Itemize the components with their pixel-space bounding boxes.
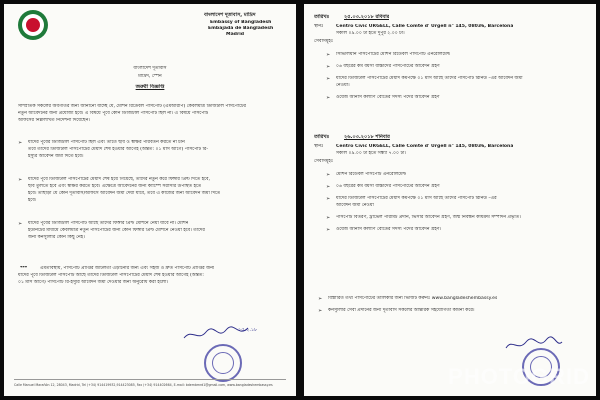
place-label: স্থানঃ	[314, 144, 324, 149]
bullet-arrow-icon: ➢	[326, 215, 331, 221]
service-item: সিভিলিয়ান পাসপোর্টের মেশিন রিডেবল পাসপোর্ট এনরোলমেন্ট	[336, 52, 451, 57]
paragraph-line: যাদের পূর্বে ডিজিটাল পাসপোর্টের মেয়াদ শেষ হয়ে গিয়েছে, তাদের নতুন করে ফিঙ্গার প্রিন্ট দিতে হবে,	[28, 177, 210, 182]
bullet-arrow-icon: ➢	[326, 64, 331, 70]
venue: Centro Civic URGELL, Calle Comte d' Urgell n° 145, 08036, Barcelona	[336, 144, 514, 149]
services-label: সেবাসমূহঃ	[314, 39, 334, 44]
paragraph-line: হবে। তাছাড়া যে কোন দূতাবাস/অফিসে আবেদন জমা দেয়া যাবে, তবে এ কাজের জন্য আবেদন জমা দিতে	[28, 191, 221, 196]
header-english: Embassy of Bangladesh	[210, 20, 272, 25]
intro-line: নতুন আবেদনের জন্য প্রযোজ্য হবে। এ বিষয়ে পূর্বে কোন ডিজিটাল পাসপোর্ট ছিল না। এ বিষয়ে পাসপোর্ট	[18, 111, 209, 116]
date-value: ২৬.০৩.২০১৮ শনিবার	[344, 134, 390, 140]
bullet-arrow-icon: ➢	[326, 52, 331, 58]
address-line-2: মাদ্রিদ, স্পেন	[138, 74, 162, 79]
service-item: পাসপোর্ট বিতরণ, ট্রাভেল পারমিট প্রদান, ভিসার আবেদন গ্রহণ, জন্ম নিবন্ধন কার্যক্রম সম্পাদন প্রভৃতি।	[336, 215, 521, 220]
paragraph-line: ইস্যুর আবেদন জমা দিতে হবে।	[28, 154, 84, 159]
closing-line: যাদের পূর্বে ডিজিটাল পাসপোর্ট আছে তাদের ডিজিটাল পাসপোর্টের মেয়াদ শেষ হওয়ার আগেই (অন্তত:	[18, 273, 204, 278]
footer-divider	[14, 379, 286, 380]
footnote-cooperation: কনস্যুলার সেবা প্রদানের জন্য দূতাবাস সকলের আন্তরিক সহযোগিতা কামনা করে।	[328, 308, 475, 313]
handwritten-date: ২৫.২.১৮	[238, 327, 258, 333]
date-label: তারিখঃ	[314, 134, 330, 140]
service-item: ওয়েজ আর্নার্স কল্যাণ বোর্ডের সদস্য পদের আবেদন গ্রহণ।	[336, 227, 442, 232]
bullet-arrow-icon: ➢	[326, 76, 331, 82]
place-label: স্থানঃ	[314, 24, 324, 29]
embassy-seal-logo	[18, 10, 48, 40]
bullet-arrow-icon: ➢	[18, 177, 23, 183]
bullet-arrow-icon: ➢	[326, 184, 331, 190]
service-item-continued: নেওয়া।	[336, 83, 350, 88]
header-bengali-title: বাংলাদেশ দূতাবাস, মাদ্রিদ	[204, 12, 256, 18]
bullet-arrow-icon: ➢	[18, 221, 23, 227]
date-label: তারিখঃ	[314, 14, 330, 20]
service-item: ০৬ বছরের কম বয়সী বাচ্চাদের পাসপোর্টের আবেদন গ্রহণ	[336, 184, 440, 189]
notice-page-left	[4, 4, 296, 396]
bullet-arrow-icon: ➢	[318, 308, 323, 314]
header-spanish: Embajada de Bangladesh	[208, 26, 274, 31]
closing-marker: ***	[20, 266, 28, 271]
paragraph-line: যাদের পূর্বের ডিজিটাল পাসপোর্ট আছে তাদের ফিঙ্গার প্রিন্ট মেশিনে নেয়া যাবে না। মেশিন	[28, 221, 189, 226]
paragraph-line: ছবি তুলতে হবে এবং স্বাক্ষর করতে হবে। এক্ষেত্রে আবেদনের জন্য ক্যাম্পে সরাসরি উপস্থিত হতে	[28, 184, 202, 189]
bullet-arrow-icon: ➢	[318, 296, 323, 302]
footer-contact: Calle Manuel Marañón 12, 28043, Madrid, Tel (+34) 914419932,914423085, Fax (+34) 914402664, E-mail: bdembmrd1@gmail.com, www.bangladeshembassy.es	[14, 383, 273, 387]
official-stamp	[204, 344, 242, 382]
bullet-arrow-icon: ➢	[326, 95, 331, 101]
closing-line: ০১ মাস আগে) পাসপোর্ট রি-ইস্যুর আবেদন জমা দেওয়ার জন্য অনুরোধ করা হলো।	[18, 280, 169, 285]
session-time: সকাল ০৯.০০ টা হতে সন্ধ্যা ৭.০০ টা।	[336, 151, 406, 156]
venue: Centro Civic URGELL, Calle Comte d' Urgell n° 145, 08036, Barcelona	[336, 24, 514, 29]
service-item: যাদের ডিজিটাল পাসপোর্টের মেয়াদ কমপক্ষে ০১ মাস আছে তাদের পাসপোর্ট রিনিউ –এর আবেদন জমা	[336, 76, 523, 81]
bullet-arrow-icon: ➢	[326, 172, 331, 178]
bullet-arrow-icon: ➢	[18, 140, 23, 146]
service-item: ওয়েজ আর্নার্স কল্যাণ বোর্ডের সদস্য পদের আবেদন গ্রহণ	[336, 95, 440, 100]
service-item: ০৬ বছরের কম বয়সী বাচ্চাদের পাসপোর্টের আবেদন গ্রহণ	[336, 64, 440, 69]
intro-line: সাম্প্রতিক সকলের অবগতির জন্য জানানো যাচ্ছে যে, মেশিন রিডেবল পাসপোর্ট (এমআরপি) কেবলমাত্র ডিজিটাল পাসপোর্টের	[18, 104, 246, 109]
paragraph-line: হবে।	[28, 198, 37, 203]
services-label: সেবাসমূহঃ	[314, 159, 334, 164]
service-item: যাদের ডিজিটাল পাসপোর্টের মেয়াদ কমপক্ষে ০১ মাস আছে তাদের পাসপোর্ট রিনিউ –এর	[336, 196, 497, 201]
date-value: ২৫.০৩.২০১৮ রবিবার	[344, 14, 390, 20]
bullet-arrow-icon: ➢	[326, 196, 331, 202]
address-line-1: বাংলাদেশ দূতাবাস	[133, 66, 167, 71]
intro-line: অফিসের নিম্নলিখিত নির্দেশনা দিয়েছেন।	[18, 118, 90, 123]
paragraph-line: যাদের পূর্বের ডিজিটাল পাসপোর্ট ছিল এবং তাতে ছবি ও স্বাক্ষর পরিবর্তন করতে না চান	[28, 140, 185, 145]
footnote-website: বিস্তারিত তথ্য পাসপোর্টের তালিকার জন্য ভিজিট করুনঃ www.bangladeshembassy.es	[328, 296, 498, 301]
notice-title: জরুরী বিজ্ঞপ্তি	[135, 84, 165, 90]
header-city: Madrid	[226, 32, 245, 37]
paragraph-line: জন্য কনস্যুলার কোন কিছু নেই।	[28, 235, 85, 240]
closing-line: এমতাবস্থায়, পাসপোর্ট প্রাপ্তির জটিলতা এড়ানোর জন্য এবং সহজ ও দ্রুত পাসপোর্ট প্রাপ্তির জন্য	[40, 266, 215, 271]
paragraph-line: তবে তাদের ডিজিটাল পাসপোর্টের মেয়াদ শেষ হওয়ার আগেই (অন্তত: ০১ মাস আগে) পাসপোর্ট রি-	[28, 147, 208, 152]
session-time: সকাল ০৯.০০ টা হতে দুপুর ২.০০ টা।	[336, 31, 405, 36]
photogrid-watermark: PHOTOGRID	[448, 364, 590, 389]
paragraph-line: ইউনিটের মাধ্যমে কেবলমাত্র নতুন পাসপোর্টের জন্য কোন ফিঙ্গার প্রিন্ট মেশিনে নেওয়া হবে। তাদের	[28, 228, 205, 233]
bullet-arrow-icon: ➢	[326, 227, 331, 233]
service-item-continued: আবেদন জমা নেওয়া	[336, 203, 374, 208]
service-item: মেশিন রিডেবল পাসপোর্ট এনরোলমেন্ট	[336, 172, 407, 177]
notice-page-right	[304, 4, 596, 396]
